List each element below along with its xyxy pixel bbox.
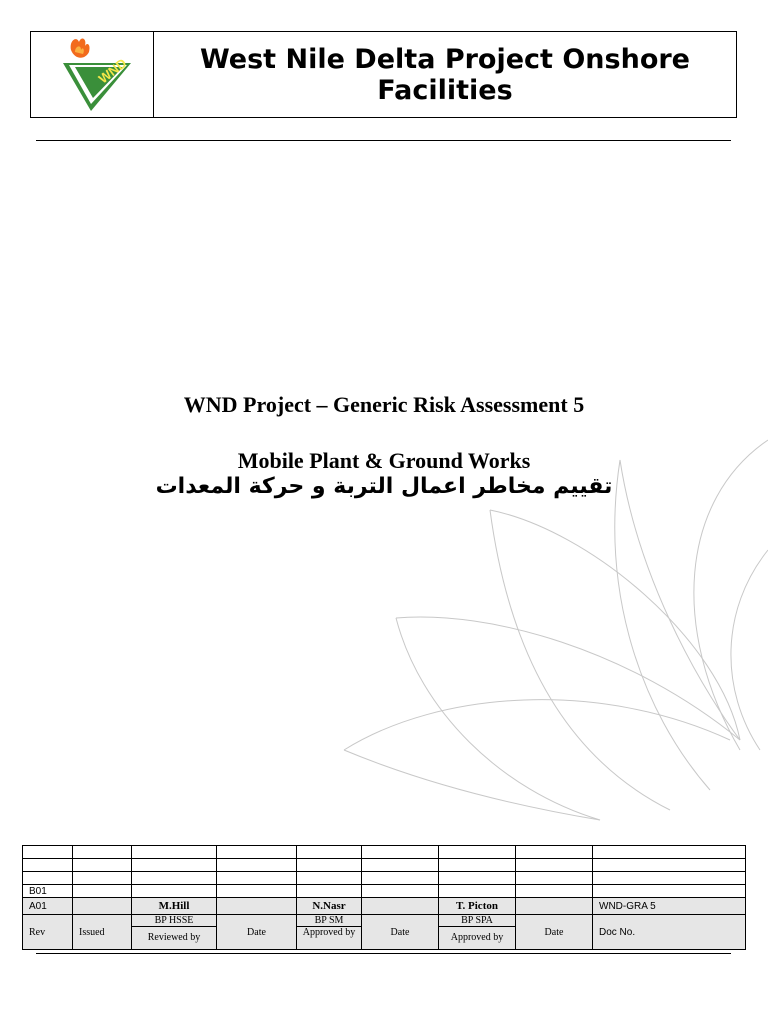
approver1-cell: [297, 915, 362, 950]
logo-cell: [31, 32, 154, 117]
approver2-name: T. Picton: [439, 898, 516, 915]
top-divider: [36, 140, 731, 141]
header-box: [30, 31, 737, 118]
table-row: [23, 898, 746, 915]
label-date: Date: [217, 915, 297, 950]
label-date: Date: [362, 915, 439, 950]
label-issued: Issued: [73, 915, 132, 950]
revision-table: [22, 845, 746, 950]
label-date: Date: [516, 915, 593, 950]
document-subtitle: Mobile Plant & Ground Works: [237, 448, 531, 473]
rev-b01: B01: [23, 885, 73, 898]
bottom-divider: [36, 953, 731, 954]
header-title: West Nile Delta Project Onshore Facilities: [199, 43, 690, 106]
approver1-role: BP SM: [297, 915, 361, 927]
logo-text: WND: [95, 55, 130, 87]
reviewer-name: M.Hill: [132, 898, 217, 915]
approver2-role: BP SPA: [439, 915, 515, 927]
rev-a01: A01: [23, 898, 73, 915]
table-row: [23, 859, 746, 872]
approver2-cell: [439, 915, 516, 950]
wnd-logo: [31, 32, 153, 117]
table-row: [23, 915, 746, 950]
approver1-name: N.Nasr: [297, 898, 362, 915]
label-approved-by: Approved by: [450, 932, 504, 943]
label-rev: Rev: [23, 915, 73, 950]
label-reviewed-by: Reviewed by: [147, 932, 201, 943]
table-row: [23, 872, 746, 885]
label-doc-no: Doc No.: [593, 915, 746, 950]
doc-number: WND-GRA 5: [593, 898, 746, 915]
table-row: [23, 846, 746, 859]
table-row: [23, 885, 746, 898]
document-title: WND Project – Generic Risk Assessment 5: [183, 392, 585, 417]
document-subtitle-arabic: تقييم مخاطر اعمال التربة و حركة المعدات: [155, 474, 613, 499]
label-approved-by: Approved by: [302, 927, 356, 938]
reviewer-cell: [132, 915, 217, 950]
reviewer-role: BP HSSE: [132, 915, 216, 927]
